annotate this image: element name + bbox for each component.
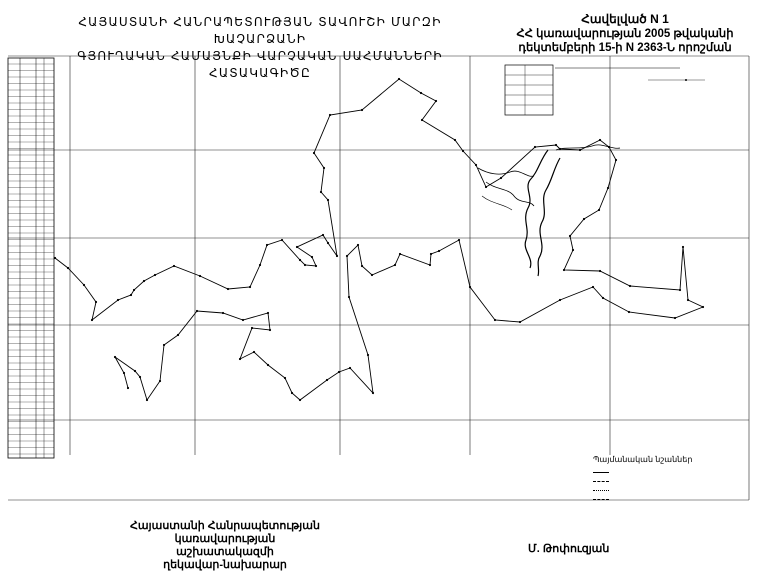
boundary-vertex — [177, 334, 179, 336]
boundary-vertex — [361, 109, 363, 111]
boundary-vertex — [438, 250, 440, 252]
boundary-vertex — [399, 253, 401, 255]
boundary-vertex — [199, 275, 201, 277]
legend-title: Պայմանական նշաններ — [593, 455, 693, 464]
boundary-vertex — [572, 249, 574, 251]
community-boundary-line — [55, 79, 703, 400]
boundary-vertex — [123, 372, 125, 374]
boundary-vertex — [421, 119, 423, 121]
boundary-vertex — [469, 286, 471, 288]
boundary-vertex — [253, 351, 255, 353]
boundary-vertex — [599, 270, 601, 272]
appendix-line-2: դեկտեմբերի 15-ի N 2363-Ն որոշման — [518, 42, 732, 54]
boundary-vertex — [117, 299, 119, 301]
boundary-map — [0, 40, 757, 520]
boundary-vertex — [429, 264, 431, 266]
boundary-vertex — [67, 267, 69, 269]
boundary-vertex — [430, 253, 432, 255]
boundary-vertex — [222, 312, 224, 314]
boundary-vertex — [599, 139, 601, 141]
boundary-vertex — [338, 371, 340, 373]
signatory-title — [125, 520, 325, 572]
boundary-vertex — [534, 146, 536, 148]
boundary-vertex — [628, 311, 630, 313]
boundary-vertex — [83, 284, 85, 286]
boundary-vertex — [322, 234, 324, 236]
legend-line-symbol — [593, 472, 609, 473]
boundary-vertex — [133, 289, 135, 291]
boundary-vertex — [494, 319, 496, 321]
appendix-line-1: ՀՀ կառավարության 2005 թվականի — [516, 28, 734, 40]
legend — [593, 455, 743, 504]
boundary-vertex — [114, 356, 116, 358]
boundary-vertex — [269, 329, 271, 331]
boundary-vertex — [239, 358, 241, 360]
boundary-vertex — [327, 242, 329, 244]
boundary-vertex — [173, 265, 175, 267]
boundary-vertex — [196, 310, 198, 312]
coordinates-table — [8, 58, 54, 458]
boundary-vertex — [555, 144, 557, 146]
boundary-vertex — [602, 297, 604, 299]
scale-note — [127, 480, 217, 486]
boundary-vertex — [579, 149, 581, 151]
legend-item — [593, 486, 743, 495]
boundary-vertex — [267, 364, 269, 366]
legend-dashed-symbol — [593, 481, 609, 482]
boundary-vertex — [485, 186, 487, 188]
boundary-vertex — [127, 387, 129, 389]
boundary-vertex — [394, 264, 396, 266]
boundary-vertex — [54, 257, 56, 259]
boundary-vertex — [91, 319, 93, 321]
boundary-vertex — [291, 392, 293, 394]
boundary-vertex — [687, 299, 689, 301]
boundary-vertex — [266, 244, 268, 246]
boundary-vertex — [559, 299, 561, 301]
boundary-vertex — [323, 167, 325, 169]
boundary-vertex — [372, 392, 374, 394]
boundary-vertex — [259, 264, 261, 266]
boundary-vertex — [674, 317, 676, 319]
boundary-vertex — [296, 246, 298, 248]
boundary-vertex — [313, 152, 315, 154]
boundary-vertices — [54, 78, 704, 401]
boundary-vertex — [95, 301, 97, 303]
boundary-vertex — [615, 159, 617, 161]
boundary-vertex — [143, 280, 145, 282]
boundary-vertex — [398, 78, 400, 80]
boundary-vertex — [134, 370, 136, 372]
legend-item — [593, 495, 743, 504]
legend-item — [593, 468, 743, 477]
grid-lines — [8, 56, 749, 500]
boundary-vertex — [569, 235, 571, 237]
boundary-vertex — [519, 321, 521, 323]
boundary-vertex — [146, 399, 148, 401]
boundary-vertex — [454, 139, 456, 141]
map-note — [118, 110, 180, 116]
map-title-line-1: ՀԱՅԱՍՏԱՆԻ ՀԱՆՐԱՊԵՏՈՒԹՅԱՆ ՏԱՎՈՒՇԻ ՄԱՐԶԻ ԽԱՉԱՐՁԱՆԻ — [78, 15, 442, 46]
boundary-vertex — [281, 239, 283, 241]
boundary-vertex — [702, 306, 704, 308]
boundary-vertex — [435, 100, 437, 102]
boundary-vertex — [458, 239, 460, 241]
boundary-vertex — [159, 380, 161, 382]
boundary-vertex — [371, 274, 373, 276]
map-title-line-2: ԳՅՈՒՂԱԿԱՆ ՀԱՄԱՅՆՔԻ ՎԱՐՉԱԿԱՆ ՍԱՀՄԱՆՆԵՐԻ ՀԱՏԱԿԱԳԻԾԸ — [77, 49, 443, 80]
boundary-vertex — [682, 246, 684, 248]
legend-dotted-symbol — [593, 490, 609, 491]
boundary-vertex — [607, 187, 609, 189]
boundary-vertex — [592, 286, 594, 288]
boundary-vertex — [299, 259, 301, 261]
boundary-vertex — [361, 265, 363, 267]
boundary-vertex — [598, 209, 600, 211]
signatory-title-line-2: կառավարության աշխատակազմի — [174, 533, 276, 558]
boundary-vertex — [249, 286, 251, 288]
appendix-title: Հավելված N 1 — [581, 12, 669, 26]
boundary-vertex — [327, 199, 329, 201]
boundary-vertex — [462, 150, 464, 152]
boundary-vertex — [336, 255, 338, 257]
boundary-vertex — [349, 367, 351, 369]
boundary-vertex — [329, 114, 331, 116]
boundary-vertex — [315, 265, 317, 267]
boundary-vertex — [348, 296, 350, 298]
boundary-vertex — [130, 294, 132, 296]
boundary-vertex — [311, 256, 313, 258]
signatory-title-line-3: ղեկավար-նախարար — [163, 559, 287, 571]
boundary-vertex — [299, 399, 301, 401]
boundary-vertex — [475, 164, 477, 166]
boundary-vertex — [139, 376, 141, 378]
boundary-vertex — [357, 244, 359, 246]
legend-dashed-symbol — [593, 499, 609, 500]
boundary-vertex — [154, 274, 156, 276]
boundary-vertex — [420, 92, 422, 94]
boundary-vertex — [629, 285, 631, 287]
boundary-vertex — [284, 377, 286, 379]
boundary-vertex — [583, 218, 585, 220]
boundary-vertex — [326, 379, 328, 381]
boundary-vertex — [679, 289, 681, 291]
boundary-vertex — [242, 319, 244, 321]
boundary-vertex — [346, 255, 348, 257]
legend-item — [593, 477, 743, 486]
boundary-vertex — [227, 288, 229, 290]
signatory-title-line-1: Հայաստանի Հանրապետության — [130, 520, 320, 532]
boundary-vertex — [267, 312, 269, 314]
boundary-vertex — [304, 264, 306, 266]
boundary-vertex — [251, 327, 253, 329]
inset-key-box — [505, 65, 705, 115]
boundary-vertex — [163, 344, 165, 346]
boundary-vertex — [320, 191, 322, 193]
boundary-vertex — [500, 177, 502, 179]
boundary-vertex — [563, 269, 565, 271]
boundary-vertex — [367, 354, 369, 356]
signatory-name: Մ. Թոփուզյան — [528, 543, 610, 555]
